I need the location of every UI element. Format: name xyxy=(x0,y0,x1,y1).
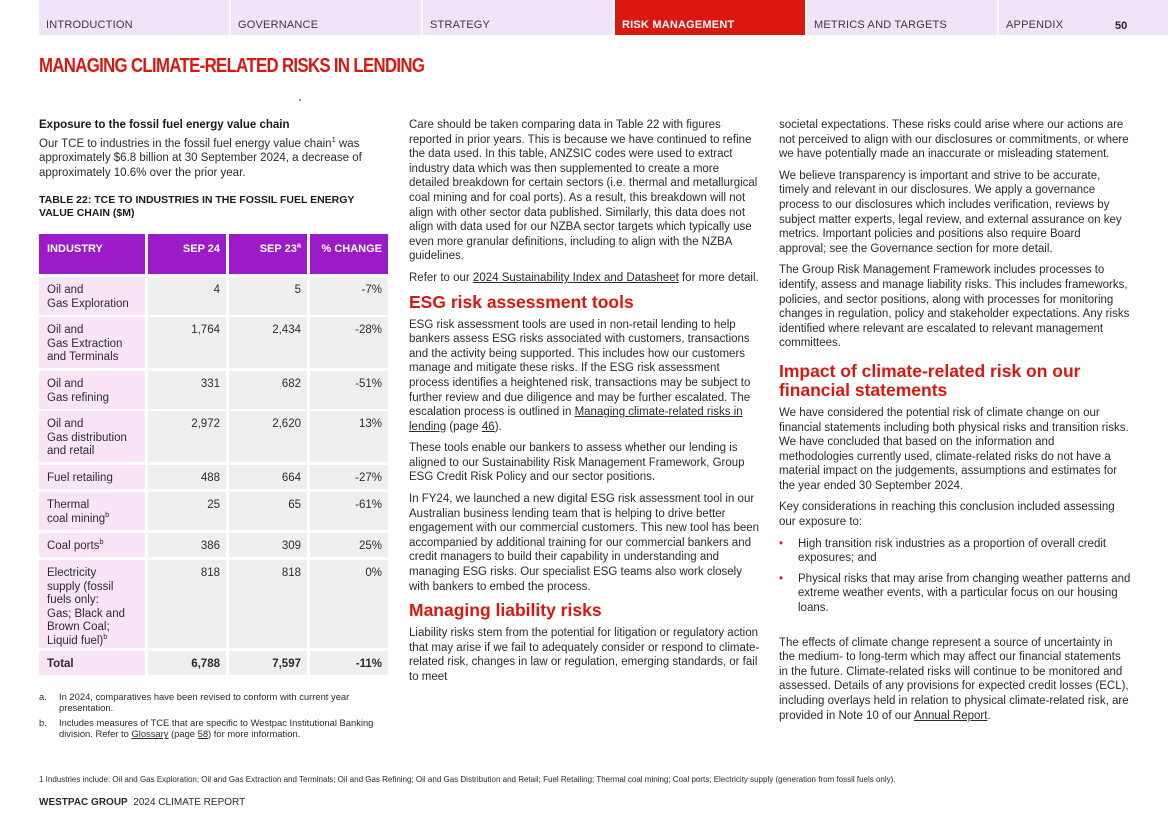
page-title: MANAGING CLIMATE-RELATED RISKS IN LENDING xyxy=(39,55,425,77)
table-footnote-b xyxy=(39,717,389,740)
paragraph: We have considered the potential risk of climate change on our financial statements including both physical risks and transition risks. We have concluded that based on the information and methodologies currently used, climate-related risks do not have a material impact on the judgements, assumptions and estimates for the year ended 30 September 2024. xyxy=(779,406,1129,492)
header-text: SEP 23 xyxy=(259,243,297,255)
table-header-row xyxy=(39,234,388,274)
tab-strategy[interactable] xyxy=(423,0,613,35)
cell-text: 0% xyxy=(365,567,382,579)
footnote-marker: b xyxy=(103,632,108,642)
cell-text: 2,620 xyxy=(272,418,301,430)
bullet-icon: • xyxy=(779,537,784,550)
industry-cell xyxy=(39,411,145,462)
intro-paragraph xyxy=(39,134,389,181)
tab-label: METRICS AND TARGETS xyxy=(814,19,947,31)
industry-cell xyxy=(39,277,145,315)
cell-text: 664 xyxy=(281,472,301,484)
sep24-cell xyxy=(148,277,226,315)
middle-column xyxy=(409,118,761,692)
paragraph: Care should be taken comparing data in Table 22 with figures reported in prior years. This is because we have continued to refine the data used. In this table, ANZSIC codes were used to extract industry data which was then supplemented to create a more detailed breakdown for certain sectors (i.e. thermal and metallurgical coal mining and for coal ports). As a result, this breakdown will not align with other sector data published. Similarly, this data does not align with data used for our NZBA sector targets which typically use even more granular definitions, including to align with the NZBA guidelines. xyxy=(409,119,758,263)
sep24-cell xyxy=(148,371,226,409)
section-heading: Impact of climate-related risk on our financial statements xyxy=(779,360,1081,400)
table-row xyxy=(39,533,388,557)
header-sep23 xyxy=(229,234,307,274)
tab-risk-management[interactable] xyxy=(615,0,805,35)
change-cell xyxy=(310,533,388,557)
tab-label: INTRODUCTION xyxy=(46,19,133,31)
cell-text: -7% xyxy=(361,284,382,296)
cell-text: Fuel retailing xyxy=(47,472,113,484)
cell-text: 682 xyxy=(281,378,301,390)
industry-cell xyxy=(39,651,145,675)
left-column xyxy=(39,118,389,220)
paragraph xyxy=(409,318,761,435)
header-sep24: SEP 24 xyxy=(148,234,226,274)
glossary-link[interactable]: Glossary xyxy=(131,728,169,740)
footnote-key: a. xyxy=(39,691,47,702)
cell-text: 386 xyxy=(200,540,220,552)
paragraph: Liability risks stem from the potential for litigation or regulatory action that may arise if we fail to adequately consider or respond to climate-related risk, changes in law or regulation, emerging standards, or fail to meet xyxy=(409,627,760,683)
table-row xyxy=(39,371,388,409)
top-navigation xyxy=(0,0,1168,35)
table-row xyxy=(39,465,388,489)
tab-governance[interactable] xyxy=(231,0,421,35)
cell-text: 13% xyxy=(358,418,382,430)
tab-label: STRATEGY xyxy=(430,19,491,31)
cell-text: 5 xyxy=(294,284,301,296)
change-cell xyxy=(310,492,388,530)
header-change: % CHANGE xyxy=(310,234,388,274)
change-cell xyxy=(310,317,388,368)
cell-text: 25 xyxy=(207,499,220,511)
industry-cell xyxy=(39,533,145,557)
section-heading: Managing liability risks xyxy=(409,600,602,621)
cell-text: 309 xyxy=(281,540,301,552)
text: (page xyxy=(168,728,198,740)
industry-cell xyxy=(39,560,145,648)
tab-label: GOVERNANCE xyxy=(238,19,319,31)
cell-text: -28% xyxy=(355,324,382,336)
sep23-cell xyxy=(229,371,307,409)
section-subheading: Exposure to the fossil fuel energy value chain xyxy=(39,119,290,131)
text: ). xyxy=(494,420,502,433)
sep23-cell xyxy=(229,465,307,489)
cell-text: Oil and Gas refining xyxy=(47,378,110,404)
sep24-cell xyxy=(148,411,226,462)
cell-text: 25% xyxy=(358,540,382,552)
table-row xyxy=(39,317,388,368)
text: Refer to our xyxy=(409,271,473,284)
text: Includes measures of TCE that are specific to Westpac Institutional Banking division. Refer to xyxy=(59,717,374,740)
cell-text: Oil and Gas Extraction and Terminals xyxy=(47,324,123,364)
change-cell xyxy=(310,411,388,462)
tab-metrics-and-targets[interactable] xyxy=(807,0,997,35)
bullet-text: Physical risks that may arise from changing weather patterns and extreme weather events, with a particular focus on our housing loans. xyxy=(798,572,1131,615)
footnote-marker: b xyxy=(99,537,104,547)
sep23-cell xyxy=(229,492,307,530)
bullet-item xyxy=(779,572,1131,616)
bullet-item xyxy=(779,537,1131,566)
change-cell xyxy=(310,560,388,648)
tab-introduction[interactable] xyxy=(39,0,229,35)
decorative-dot xyxy=(299,99,301,101)
table-row xyxy=(39,560,388,648)
table-row xyxy=(39,492,388,530)
cell-text: Oil and Gas distribution and retail xyxy=(47,418,127,458)
cell-text: 488 xyxy=(200,472,220,484)
paragraph xyxy=(779,636,1131,724)
section-heading: ESG risk assessment tools xyxy=(409,291,634,312)
industry-cell xyxy=(39,465,145,489)
table-total-row xyxy=(39,651,388,675)
sep24-cell xyxy=(148,317,226,368)
text: (page xyxy=(446,420,482,433)
page-number: 50 xyxy=(1115,20,1128,32)
brand-name: WESTPAC GROUP xyxy=(39,797,128,808)
cell-text: -11% xyxy=(355,658,382,670)
text: for more detail. xyxy=(678,271,759,284)
cell-text: 7,597 xyxy=(272,658,301,670)
sep24-cell xyxy=(148,465,226,489)
cell-text: 818 xyxy=(200,567,220,579)
paragraph: We believe transparency is important and strive to be accurate, timely and relevant in our disclosures. We apply a governance process to our disclosures which includes verification, reviews by subject matter experts, legal review, and external assurance on key metrics. Important policies and positions also require Board approval; see the Governance section for more detail. xyxy=(779,169,1122,255)
tab-appendix[interactable] xyxy=(999,0,1168,35)
footnote-marker: 1 xyxy=(331,134,336,144)
paragraph: Key considerations in reaching this conclusion included assessing our exposure to: xyxy=(779,501,1115,529)
paragraph: The Group Risk Management Framework includes processes to identify, assess and manage liability risks. This includes frameworks, policies, and sector positions, along with processes for monitoring changes in regulation, policy and stakeholder expectations. Any risks identified where relevant are escalated to relevant management committees. xyxy=(779,264,1130,350)
report-name: 2024 CLIMATE REPORT xyxy=(133,797,246,808)
footnote-marker: b xyxy=(105,509,110,519)
sep23-cell xyxy=(229,411,307,462)
change-cell xyxy=(310,465,388,489)
tab-label: RISK MANAGEMENT xyxy=(622,19,735,31)
cell-text: 4 xyxy=(213,284,220,296)
cell-text: 6,788 xyxy=(191,658,220,670)
change-cell xyxy=(310,277,388,315)
cell-text: 2,972 xyxy=(191,418,220,430)
text: . xyxy=(987,709,991,722)
change-cell xyxy=(310,651,388,675)
sep24-cell xyxy=(148,492,226,530)
footnote-key: b. xyxy=(39,717,47,728)
industry-cell xyxy=(39,492,145,530)
industry-cell xyxy=(39,317,145,368)
text: ESG risk assessment tools are used in non-retail lending to help bankers assess ESG risks associated with customers, transactions and the activity being supported. This includes how our customers manage and mitigate these risks. If the ESG risk assessment process identifies a heightened risk, transactions may be subject to further review and due diligence and may be further escalated. The escalation process is outlined in xyxy=(409,318,751,419)
paragraph: These tools enable our bankers to assess whether our lending is aligned to our Sustainability Risk Management Framework, Group ESG Credit Risk Policy and our sector positions. xyxy=(409,442,745,484)
sep23-cell xyxy=(229,533,307,557)
footer-brand xyxy=(39,797,245,808)
cell-text: Oil and Gas Exploration xyxy=(47,284,129,310)
paragraph: societal expectations. These risks could arise where our actions are not perceived to align with our disclosures or commitments, or where we have potentially made an inaccurate or misleading statement. xyxy=(779,119,1129,161)
cell-text: 2,434 xyxy=(272,324,301,336)
text: Our TCE to industries in the fossil fuel energy value chain xyxy=(39,137,332,150)
cell-text: -27% xyxy=(355,472,382,484)
text: was approximately $6.8 billion at 30 September 2024, a decrease of approximately 10.6% over the prior year. xyxy=(39,137,362,179)
cell-text: Coal ports xyxy=(47,540,100,552)
cell-text: Thermal coal mining xyxy=(47,499,106,525)
sep23-cell xyxy=(229,560,307,648)
page-footnote: 1 Industries include: Oil and Gas Exploration; Oil and Gas Extraction and Terminals; Oil and Gas Refining; Oil and Gas Distribution and Retail; Fuel Retailing; Thermal coal mining; Coal ports; Electricity supply (generation from fossil fuels only). xyxy=(39,775,896,784)
sep24-cell xyxy=(148,533,226,557)
cell-text: 65 xyxy=(288,499,301,511)
table-row xyxy=(39,277,388,315)
header-industry: INDUSTRY xyxy=(39,234,145,274)
text: ) for more information. xyxy=(208,728,301,740)
sep24-cell xyxy=(148,560,226,648)
table-caption: TABLE 22: TCE TO INDUSTRIES IN THE FOSSIL FUEL ENERGY VALUE CHAIN ($M) xyxy=(39,194,355,220)
footnote-marker: a xyxy=(296,240,301,250)
bullet-text: High transition risk industries as a proportion of overall credit exposures; and xyxy=(798,537,1107,565)
page-link[interactable]: 46 xyxy=(481,420,495,433)
cell-text: 1,764 xyxy=(191,324,220,336)
managing-risks-link[interactable]: Managing climate-related risks in lending xyxy=(409,406,743,433)
right-column xyxy=(779,118,1131,730)
tab-label: APPENDIX xyxy=(1006,19,1064,31)
cell-text: 331 xyxy=(200,378,220,390)
sep23-cell xyxy=(229,277,307,315)
cell-text: Electricity supply (fossil fuels only: Gas; Black and Brown Coal; Liquid fuel) xyxy=(47,567,125,647)
industry-cell xyxy=(39,371,145,409)
sep23-cell xyxy=(229,651,307,675)
cell-text: 818 xyxy=(281,567,301,579)
table-row xyxy=(39,411,388,462)
bullet-icon: • xyxy=(779,572,784,585)
page-link[interactable]: 58 xyxy=(197,728,209,740)
table-footnote-a xyxy=(39,691,389,714)
sep23-cell xyxy=(229,317,307,368)
cell-text: -51% xyxy=(355,378,382,390)
paragraph xyxy=(409,271,761,286)
text: The effects of climate change represent a source of uncertainty in the medium- to long-term which may affect our financial statements in the future. Climate-related risks will continue to be monitored and assessed. Details of any provisions for expected credit losses (ECL), including overlays held in relation to physical climate-related risk, are provided in Note 10 of our xyxy=(779,636,1129,722)
sep24-cell xyxy=(148,651,226,675)
sustainability-index-link[interactable]: 2024 Sustainability Index and Datasheet xyxy=(472,271,679,284)
change-cell xyxy=(310,371,388,409)
annual-report-link[interactable]: Annual Report xyxy=(913,709,988,722)
cell-text: -61% xyxy=(355,499,382,511)
cell-text: Total xyxy=(47,658,74,670)
footnote-text xyxy=(59,717,389,740)
footnote-text: In 2024, comparatives have been revised to conform with current year presentation. xyxy=(59,691,350,714)
paragraph: In FY24, we launched a new digital ESG risk assessment tool in our Australian business lending team that is helping to drive better engagement with our commercial customers. This new tool has been accompanied by additional training for our commercial bankers and credit managers to build their capability in understanding and managing ESG risks. Our specialist ESG teams also work closely with bankers to embed the process. xyxy=(409,493,760,593)
